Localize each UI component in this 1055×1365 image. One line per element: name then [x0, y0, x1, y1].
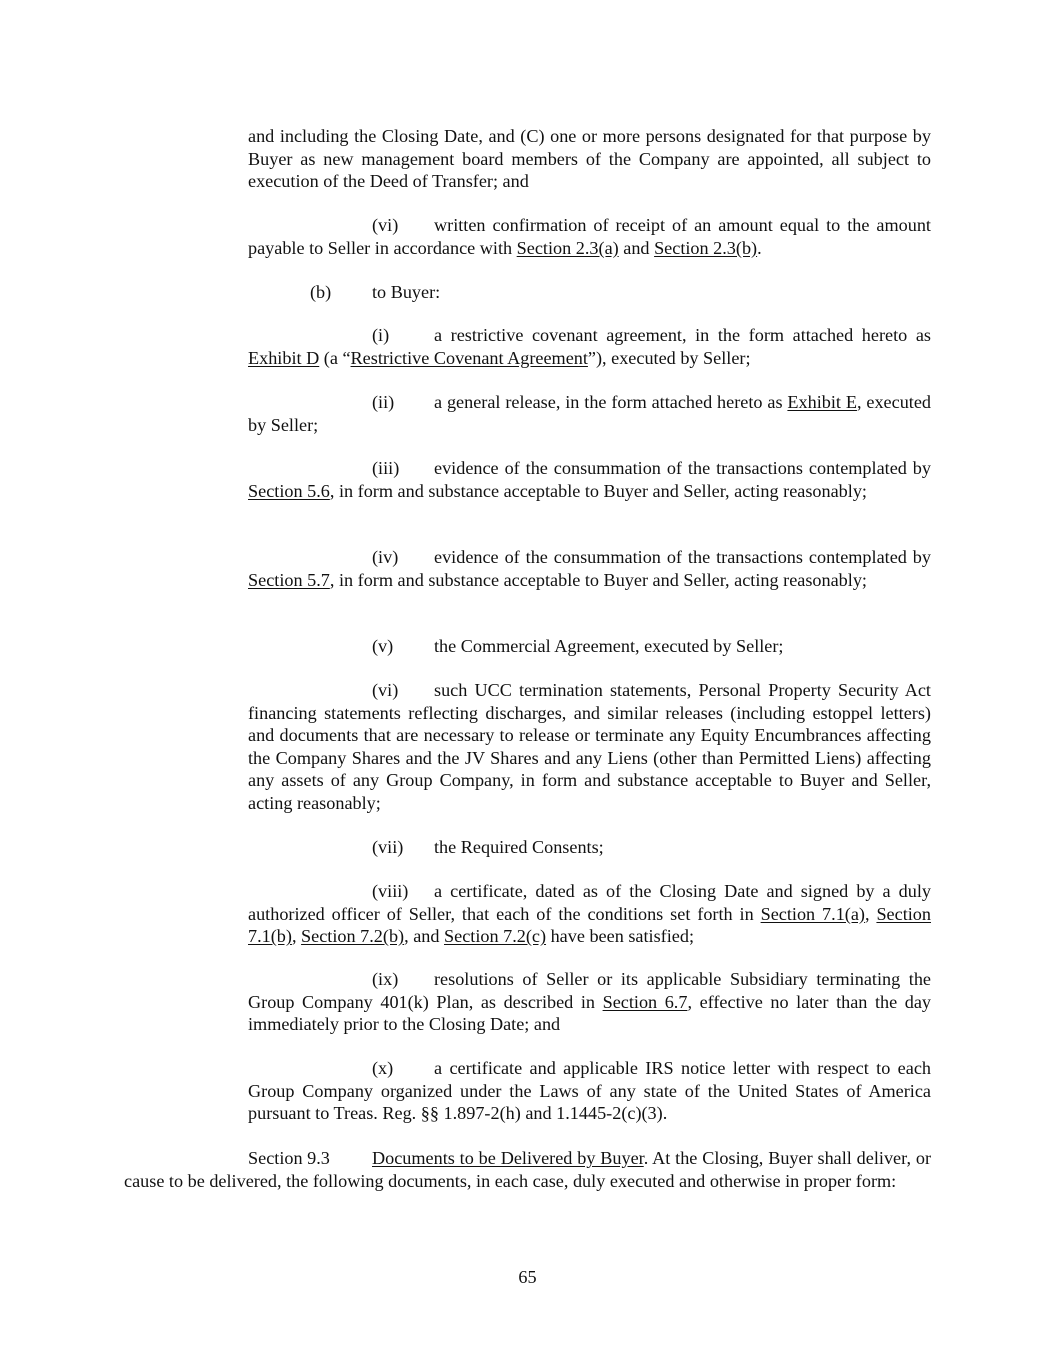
section-reference: Section 2.3(b) — [654, 237, 758, 258]
clause-label: (iii) — [372, 458, 400, 478]
section-9-3 — [124, 1147, 931, 1192]
clause-label: (x) — [372, 1058, 394, 1078]
clause-text: ”), executed by Seller; — [587, 347, 751, 368]
clause-text: , in form and substance acceptable to Buyer and Seller, acting reasonably; — [329, 480, 867, 501]
clause-text: a general release, in the form attached hereto as — [434, 392, 788, 412]
clause-b-v — [248, 635, 931, 658]
clause-text: , in form and substance acceptable to Buyer and Seller, acting reasonably; — [329, 569, 867, 590]
section-reference: Section 5.6 — [248, 480, 330, 501]
clause-b-ii — [248, 391, 931, 436]
clause-label: (ii) — [372, 392, 395, 412]
section-reference: Section 7.1(a) — [760, 903, 865, 924]
clause-text: a restrictive covenant agreement, in the form attached hereto as — [434, 325, 931, 345]
section-reference: Section 5.7 — [248, 569, 330, 590]
clause-b-ix — [248, 968, 931, 1036]
clause-text: and — [618, 237, 655, 258]
clause-label: (v) — [372, 636, 394, 656]
clause-b-iv — [248, 546, 931, 591]
section-reference: Section 6.7 — [602, 991, 688, 1012]
continuation-paragraph: and including the Closing Date, and (C) one or more persons designated for that purpose by Buyer as new management board members of the Company are appointed, all subject to execution of the Deed of Transfer; and — [248, 126, 931, 192]
exhibit-reference: Exhibit E — [787, 392, 857, 412]
clause-text: have been satisfied; — [546, 926, 695, 947]
section-reference: Section 7.2(c) — [444, 926, 547, 947]
clause-a-vi — [248, 214, 931, 259]
clause-label: (b) — [310, 282, 332, 302]
clause-text: , executed by Seller; — [248, 392, 932, 435]
clause-b — [248, 281, 931, 304]
clause-text: a certificate and applicable IRS notice letter with respect to each Group Company organized under the Laws of any state of the United States of America pursuant to Treas. Reg. §§ 1.897-2(h) and 1.1445-2(c)(3). — [248, 1058, 931, 1124]
clause-label: (vii) — [372, 837, 404, 857]
clause-text: evidence of the consummation of the transactions contemplated by — [434, 458, 931, 478]
section-reference: Section 7.1(b) — [248, 903, 931, 947]
clause-text: . — [757, 237, 762, 258]
clause-text: resolutions of Seller or its applicable Subsidiary terminating the Group Company 401(k) Plan, as described in — [248, 969, 931, 1012]
section-reference: Section 7.2(b) — [301, 926, 405, 947]
clause-b-viii — [248, 880, 931, 948]
clause-label: (ix) — [372, 969, 399, 989]
section-label: Section 9.3 — [248, 1148, 330, 1168]
clause-text: , — [291, 926, 302, 947]
page-number: 65 — [518, 1267, 537, 1287]
clause-text: evidence of the consummation of the transactions contemplated by — [434, 547, 931, 567]
clause-b-x — [248, 1057, 931, 1125]
clause-b-vii — [248, 836, 931, 859]
clause-label: (vi) — [372, 215, 399, 235]
clause-text: a certificate, dated as of the Closing Date and signed by a duly authorized officer of Seller, that each of the conditions set forth in — [248, 881, 931, 924]
clause-text: written confirmation of receipt of an amount equal to the amount payable to Seller in accordance with — [248, 215, 931, 258]
clause-b-i — [248, 324, 931, 369]
clause-text: , effective no later than the day immediately prior to the Closing Date; and — [248, 991, 932, 1035]
clause-label: (iv) — [372, 547, 399, 567]
clause-text: such UCC termination statements, Personal Property Security Act financing statements reflecting discharges, and similar releases (including estoppel letters) and documents that are necessary to release or terminate any Equity Encumbrances affecting the Company Shares and the JV Shares and any Liens (other than Permitted Liens) affecting any assets of any Group Company, in form and substance acceptable to Buyer and Seller, acting reasonably; — [248, 680, 931, 813]
clause-text: the Required Consents; — [434, 837, 604, 857]
clause-b-vi — [248, 679, 931, 815]
clause-b-iii — [248, 457, 931, 502]
clause-label: (viii) — [372, 881, 409, 901]
section-title: Documents to be Delivered by Buyer — [372, 1148, 644, 1168]
clause-text: , — [864, 903, 877, 924]
exhibit-reference: Exhibit D — [248, 347, 320, 368]
section-reference: Section 2.3(a) — [516, 237, 619, 258]
clause-text: the Commercial Agreement, executed by Seller; — [434, 636, 784, 656]
defined-term: Restrictive Covenant Agreement — [350, 347, 588, 368]
clause-text: to Buyer: — [372, 282, 441, 302]
clause-text: , and — [404, 926, 444, 947]
clause-label: (vi) — [372, 680, 399, 700]
clause-label: (i) — [372, 325, 390, 345]
clause-text: (a “ — [319, 347, 351, 368]
section-text: . At the Closing, Buyer shall deliver, or cause to be delivered, the following documents, in each case, duly executed and otherwise in proper form: — [124, 1148, 931, 1191]
